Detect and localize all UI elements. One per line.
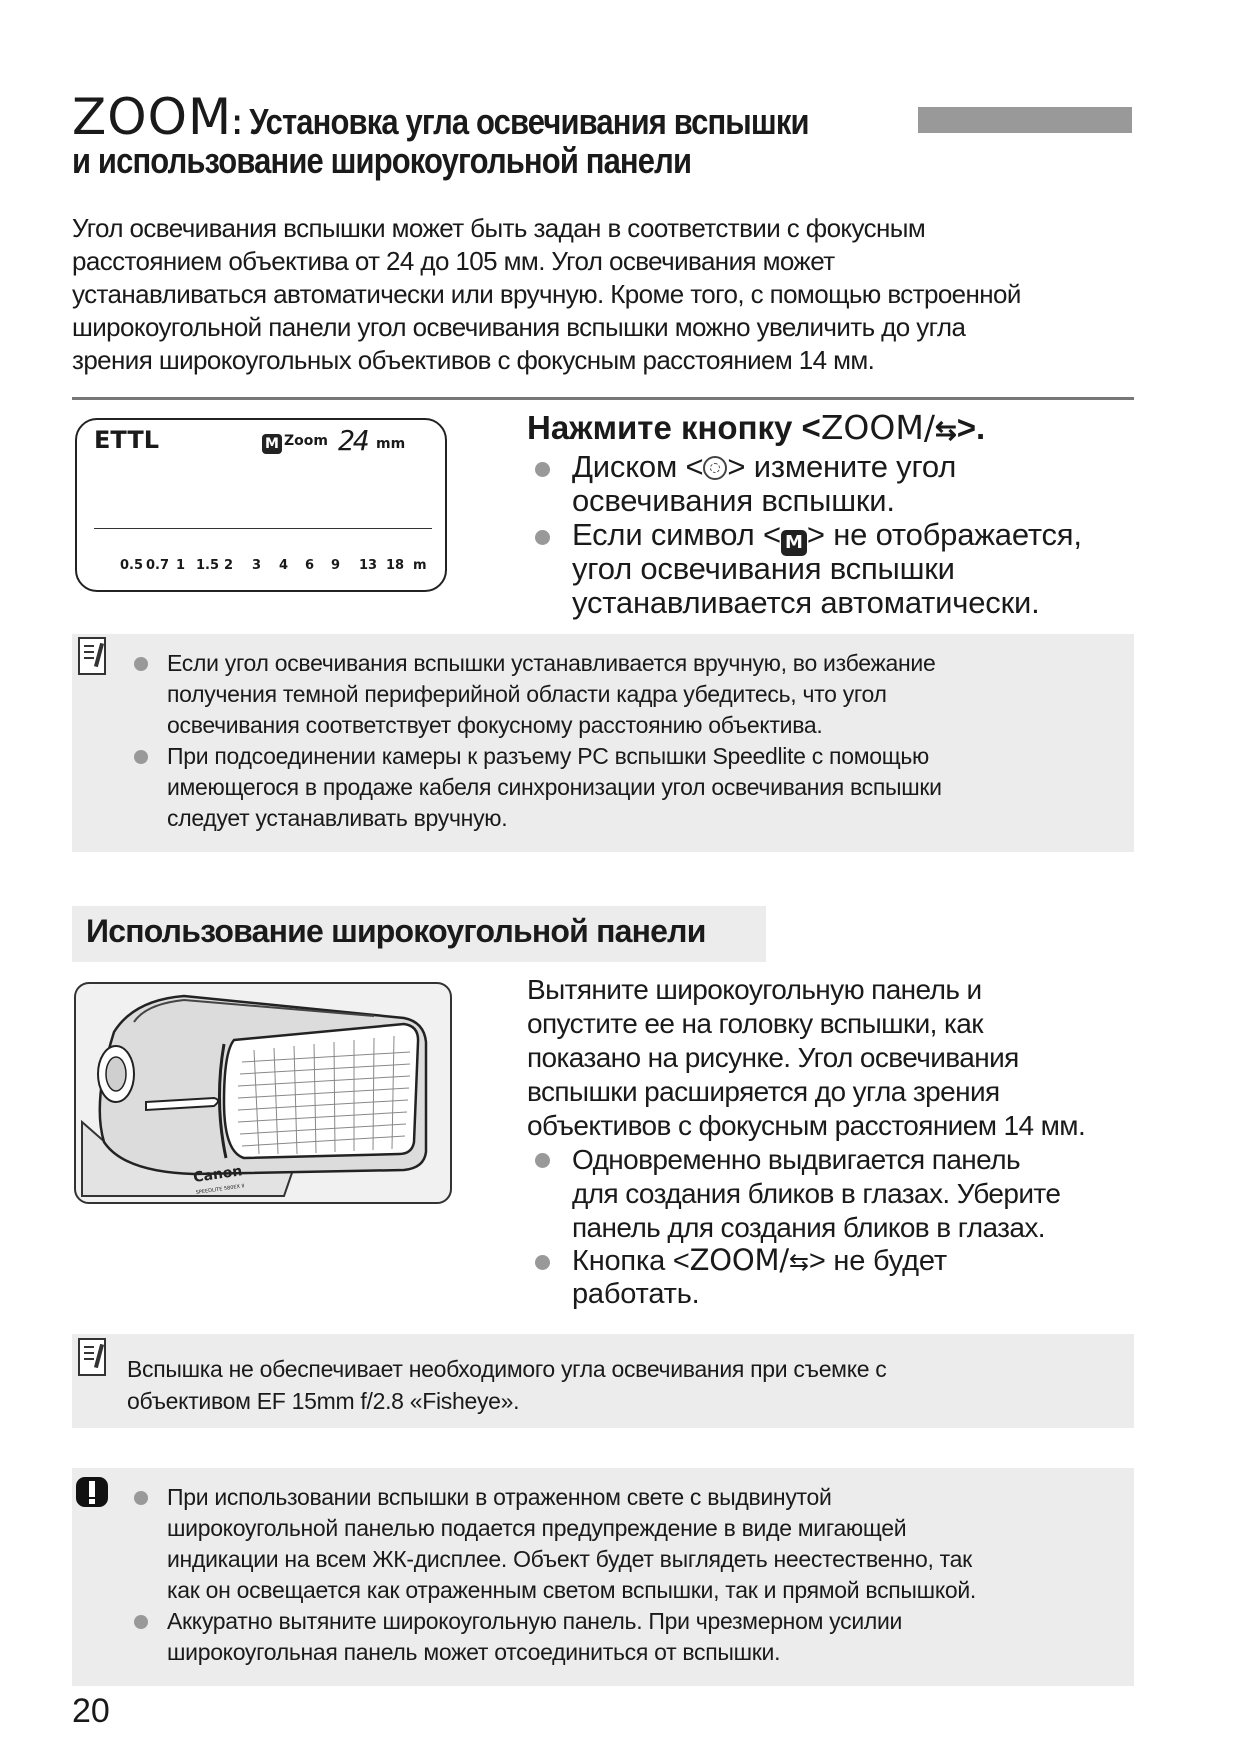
lcd-scale-tick: 0.7 xyxy=(146,558,170,573)
note2-line: Вспышка не обеспечивает необходимого угла освечивания при съемке с xyxy=(127,1356,887,1382)
note1-line: получения темной периферийной области кадра убедитесь, что угол xyxy=(167,681,887,707)
sec2-body-line: вспышки расширяется до угла зрения xyxy=(527,1076,1000,1107)
memo-icon xyxy=(78,1338,106,1376)
intro-line: зрения широкоугольных объективов с фокусным расстоянием 14 мм. xyxy=(72,345,875,375)
bullet xyxy=(535,1255,550,1270)
step-bullet-1 xyxy=(572,450,956,484)
bullet xyxy=(134,1491,148,1505)
caution-line: широкоугольная панель может отсоединиться от вспышки. xyxy=(167,1639,781,1665)
sec2-bullet-1: для создания бликов в глазах. Уберите xyxy=(572,1178,1061,1209)
lcd-scale-tick: 3 xyxy=(252,558,262,573)
title-line2: и использование широкоугольной панели xyxy=(72,140,692,181)
sec2-b2-pre: Кнопка < xyxy=(572,1245,690,1277)
title-zoom: ZOOM xyxy=(72,88,233,146)
lcd-scale-tick: 2 xyxy=(224,558,234,573)
step-b1-post: > измените угол xyxy=(727,449,957,484)
bullet xyxy=(134,750,148,764)
sec2-bullet-2-line2: работать. xyxy=(572,1278,700,1310)
sec2-body-line: Вытяните широкоугольную панель и xyxy=(527,974,982,1005)
sec2-body-line: объективов с фокусным расстоянием 14 мм. xyxy=(527,1110,1086,1141)
lcd-scale-line xyxy=(94,528,432,529)
intro-line: устанавливаться автоматически или вручную. Кроме того, с помощью встроенной xyxy=(72,279,1021,309)
page-title xyxy=(72,88,903,148)
caution-line: широкоугольной панелью подается предупреждение в виде мигающей xyxy=(167,1515,907,1541)
bullet xyxy=(535,530,550,545)
lcd-scale-tick: 4 xyxy=(279,558,289,573)
bullet xyxy=(535,462,550,477)
flash-model: SPEEDLITE 580EX II xyxy=(195,1183,245,1196)
bullet xyxy=(134,657,148,671)
intro-line: расстоянием объектива от 24 до 105 мм. Угол освечивания может xyxy=(72,246,835,276)
title-decor-bar xyxy=(918,107,1132,133)
note2-line: объективом EF 15mm f/2.8 «Fisheye». xyxy=(127,1388,520,1414)
bullet xyxy=(134,1615,148,1629)
step-heading xyxy=(527,408,985,447)
step-heading-post: >. xyxy=(956,409,986,446)
step-b1-pre: Диском < xyxy=(572,449,704,484)
intro-line: широкоугольной панели угол освечивания вспышки можно увеличить до угла xyxy=(72,312,966,342)
intro-paragraph xyxy=(72,212,1142,377)
divider xyxy=(72,397,1134,400)
sec2-bullet-2 xyxy=(572,1243,947,1280)
caution-line: При использовании вспышки в отраженном свете с выдвинутой xyxy=(167,1484,832,1510)
sec2-b2-post: > не будет xyxy=(808,1245,947,1277)
zoom-button-label: ZOOM/ xyxy=(820,408,935,447)
note1-line: имеющегося в продаже кабеля синхронизации угол освечивания вспышки xyxy=(167,774,942,800)
step-heading-pre: Нажмите кнопку < xyxy=(527,409,821,446)
flash-arrows-icon: ⇆ xyxy=(788,1249,809,1276)
flash-illustration xyxy=(74,982,452,1204)
caution-line: Аккуратно вытяните широкоугольную панель. При чрезмерном усилии xyxy=(167,1608,903,1634)
lcd-m-symbol: M xyxy=(262,434,282,454)
note1-line: При подсоединении камеры к разъему PC вспышки Speedlite с помощью xyxy=(167,743,929,769)
lcd-distance-scale xyxy=(120,558,427,573)
flash-brand: Canon xyxy=(192,1163,244,1186)
lcd-scale-tick: 0.5 xyxy=(120,558,144,573)
lcd-scale-tick: m xyxy=(413,558,427,573)
lcd-scale-tick: 1.5 xyxy=(196,558,220,573)
sec2-bullet-1: Одновременно выдвигается панель xyxy=(572,1144,1020,1175)
lcd-scale-tick: 6 xyxy=(305,558,315,573)
step-b2-post: > не отображается, xyxy=(806,517,1082,552)
memo-icon xyxy=(78,637,106,675)
step-bullet-2-line2: угол освечивания вспышки xyxy=(572,551,955,586)
lcd-zoom-value: 24 xyxy=(338,424,368,457)
sec2-bullet-1: панель для создания бликов в глазах. xyxy=(572,1212,1045,1243)
step-b2-pre: Если символ < xyxy=(572,517,781,552)
sec2-body-line: показано на рисунке. Угол освечивания xyxy=(527,1042,1019,1073)
sec2-body-line: опустите ее на головку вспышки, как xyxy=(527,1008,983,1039)
bullet xyxy=(535,1153,550,1168)
intro-line: Угол освечивания вспышки может быть задан в соответствии с фокусным xyxy=(72,213,926,243)
lcd-scale-tick: 18 xyxy=(386,558,405,573)
caution-line: как он освещается как отраженным светом вспышки, так и прямой вспышкой. xyxy=(167,1577,976,1603)
lcd-scale-tick: 9 xyxy=(331,558,341,573)
step-bullet-2-line3: устанавливается автоматически. xyxy=(572,585,1040,620)
note1-line: следует устанавливать вручную. xyxy=(167,805,508,831)
zoom-button-label: ZOOM/ xyxy=(689,1243,789,1277)
caution-line: индикации на всем ЖК-дисплее. Объект будет выглядеть неестественно, так xyxy=(167,1546,972,1572)
note1-line: освечивания соответствует фокусному расстоянию объектива. xyxy=(167,712,823,738)
dial-icon xyxy=(703,456,727,480)
section-heading: Использование широкоугольной панели xyxy=(86,913,706,949)
lcd-zoom-label: Zoom xyxy=(284,433,328,449)
title-line1: : Установка угла освечивания вспышки xyxy=(232,101,809,142)
lcd-unit: mm xyxy=(376,436,406,452)
note1-line: Если угол освечивания вспышки устанавливается вручную, во избежание xyxy=(167,650,936,676)
lcd-scale-tick: 1 xyxy=(176,558,186,573)
flash-arrows-icon: ⇆ xyxy=(934,415,957,445)
m-symbol-icon: M xyxy=(781,530,807,556)
step-bullet-1-line2: освечивания вспышки. xyxy=(572,483,895,518)
lcd-scale-tick: 13 xyxy=(359,558,378,573)
lcd-mode: ETTL xyxy=(94,426,159,454)
page-number: 20 xyxy=(72,1692,110,1730)
caution-icon xyxy=(74,1475,110,1509)
